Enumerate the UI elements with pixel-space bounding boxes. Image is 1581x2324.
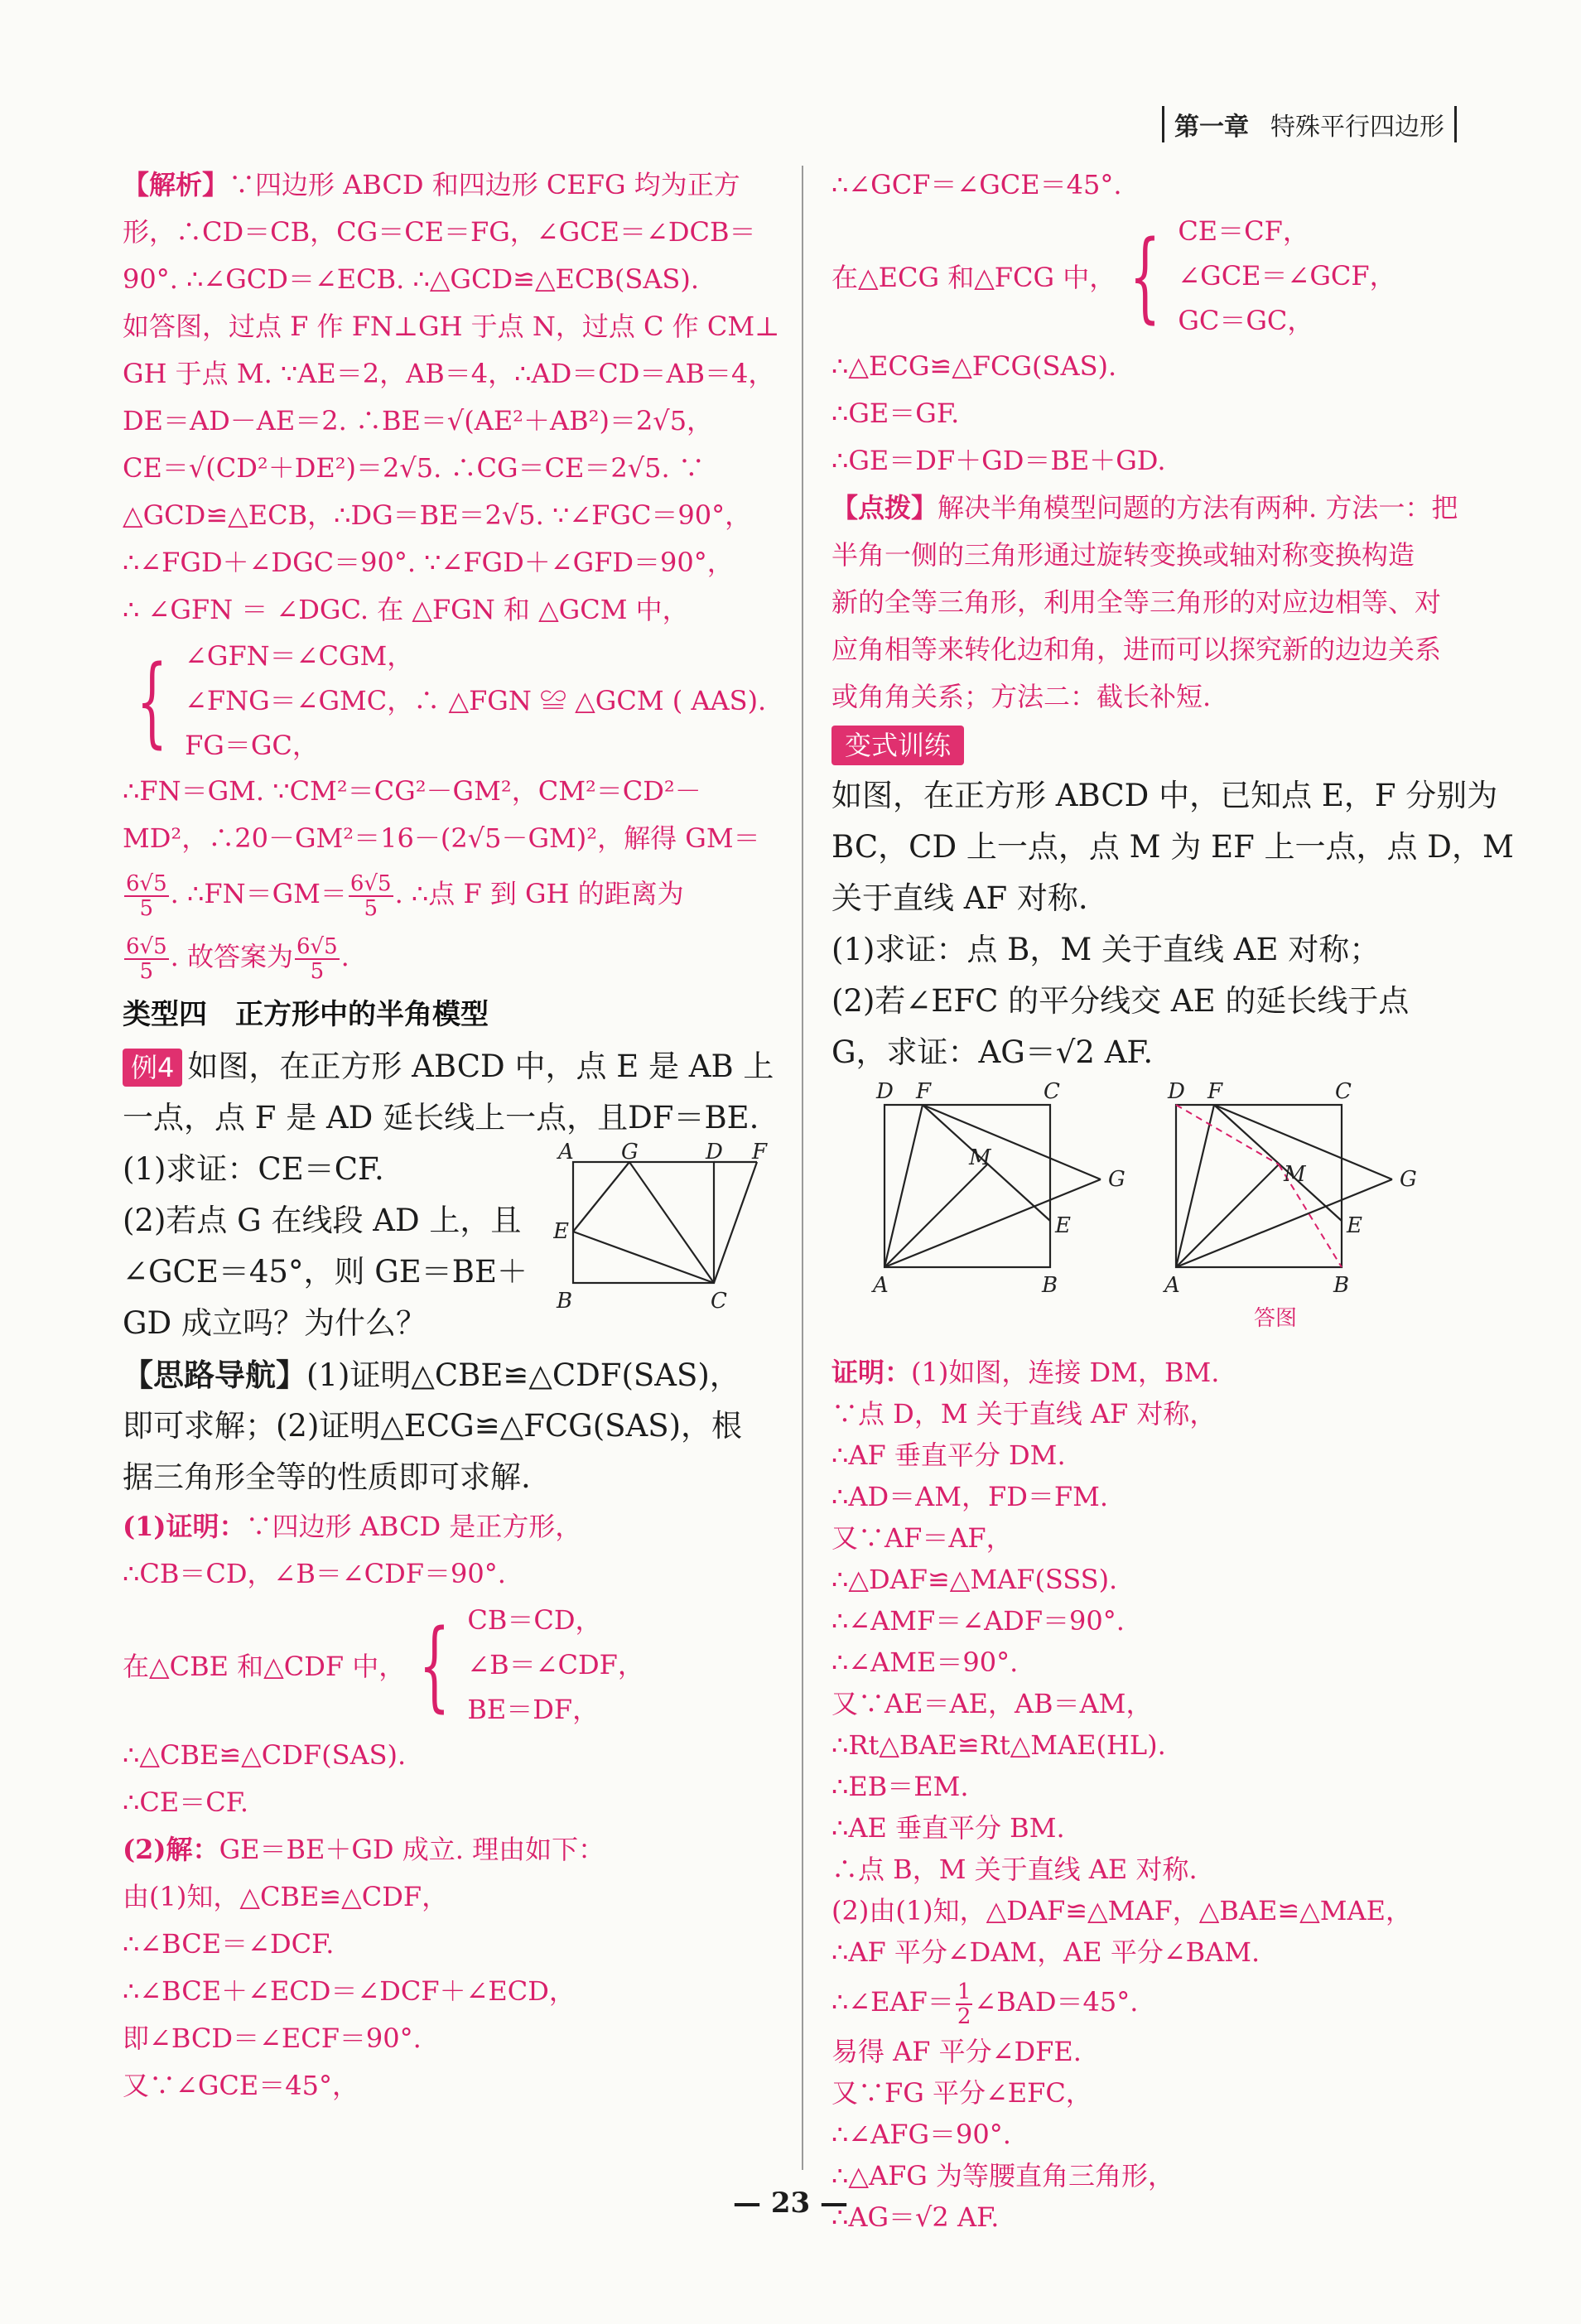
solve-line: ∴∠BCE＋∠ECD＝∠DCF＋∠ECD， bbox=[123, 1975, 576, 2007]
equation-system: 在△CBE 和△CDF 中， { CB＝CD， ∠B＝∠CDF， BE＝DF， bbox=[123, 1598, 777, 1732]
tip-line: 半角一侧的三角形通过旋转变换或轴对称变换构造 bbox=[831, 539, 1415, 571]
tip-line: 新的全等三角形，利用全等三角形的对应边相等、对 bbox=[831, 586, 1442, 618]
proof-line: ∴△AFG 为等腰直角三角形， bbox=[831, 2160, 1175, 2191]
solve-head: (2)解： bbox=[123, 1834, 219, 1865]
proof-line: ∴AF 平分∠DAM，AE 平分∠BAM. bbox=[831, 1936, 1260, 1968]
proof-line: ∴CB＝CD，∠B＝∠CDF＝90°. bbox=[123, 1558, 506, 1589]
page-header bbox=[1162, 106, 1457, 142]
solve-line: 又∵∠GCE＝45°， bbox=[123, 2070, 359, 2101]
example-line: 如图，在正方形 ABCD 中，点 E 是 AB 上 bbox=[187, 1049, 774, 1084]
fraction: $\frac{6√5}{5}$ bbox=[296, 933, 338, 984]
proof-line: ∴∠AFG＝90°. bbox=[831, 2119, 1011, 2150]
fig-label: A bbox=[873, 1273, 889, 1298]
fraction: $\frac{6√5}{5}$ bbox=[126, 933, 167, 984]
system-line: ∠B＝∠CDF， bbox=[467, 1649, 644, 1680]
practice-line: (1)求证：点 B，M 关于直线 AE 对称； bbox=[831, 932, 1381, 967]
fig-label: B bbox=[557, 1289, 573, 1314]
continued-solution bbox=[831, 162, 1494, 721]
proof-line: 易得 AF 平分∠DFE. bbox=[831, 2036, 1082, 2067]
system-line: BE＝DF， bbox=[467, 1694, 600, 1725]
example-line: (2)若点 G 在线段 AD 上，且 bbox=[123, 1203, 522, 1238]
fraction: $\frac{1}{2}$ bbox=[957, 1979, 971, 2029]
fig-label: G bbox=[1108, 1167, 1125, 1192]
system-line: CE＝CF， bbox=[1178, 215, 1309, 247]
analysis-line: 90°. ∴∠GCD＝∠ECB. ∴△GCD≌△ECB(SAS). bbox=[123, 263, 700, 295]
think-tag: 【思路导航】 bbox=[123, 1357, 306, 1393]
proof-line: 又∵AE＝AE，AB＝AM， bbox=[831, 1688, 1153, 1719]
analysis-line: CE＝√(CD²＋DE²)＝2√5. ∴CG＝CE＝2√5. ∵ bbox=[123, 452, 705, 484]
proof-line: ∴CE＝CF. bbox=[123, 1786, 249, 1818]
tip-tag: 【点拨】 bbox=[831, 492, 938, 523]
left-column bbox=[123, 162, 780, 2109]
example-figure bbox=[553, 1140, 777, 1323]
fig-label: C bbox=[1335, 1079, 1352, 1104]
fig-label: B bbox=[1333, 1273, 1350, 1298]
proof-line: ∴∠EAF＝ $\frac{1}{2}$ ∠BAD＝45°. bbox=[831, 1979, 1139, 2029]
practice-line: 关于直线 AF 对称. bbox=[831, 880, 1088, 916]
proof-line: ∴∠AMF＝∠ADF＝90°. bbox=[831, 1605, 1125, 1637]
proof-head: (1)证明： bbox=[123, 1511, 246, 1542]
practice-block bbox=[831, 770, 1514, 1078]
system-line: ∠GCE＝∠GCF， bbox=[1178, 260, 1396, 292]
proof-line: ∴AF 垂直平分 DM. bbox=[831, 1439, 1066, 1471]
analysis-line: GH 于点 M. ∵AE＝2，AB＝4，∴AD＝CD＝AB＝4， bbox=[123, 358, 775, 389]
practice-figure bbox=[831, 1078, 1138, 1319]
fraction: $\frac{6√5}{5}$ bbox=[126, 870, 167, 921]
proof-line: 又∵AF＝AF， bbox=[831, 1522, 1013, 1554]
system-prefix: 在△ECG 和△FCG 中， bbox=[831, 262, 1116, 293]
proof-line: ∴点 B，M 关于直线 AE 对称. bbox=[831, 1854, 1198, 1885]
example-tag: 例4 bbox=[123, 1049, 182, 1087]
analysis-line: ∴ ∠GFN ＝ ∠DGC. 在 △FGN 和 △GCM 中， bbox=[123, 594, 689, 625]
analysis-line: ∴FN＝GM. ∵CM²＝CG²－GM²，CM²＝CD²－ bbox=[123, 775, 701, 807]
fig-label: G bbox=[621, 1140, 639, 1164]
solution-block bbox=[123, 1503, 777, 2109]
analysis-line: △GCD≌△ECB，∴DG＝BE＝2√5. ∵∠FGC＝90°， bbox=[123, 499, 752, 531]
practice-line: 如图，在正方形 ABCD 中，已知点 E，F 分别为 bbox=[831, 778, 1498, 813]
fig-label: D bbox=[1168, 1079, 1185, 1104]
system-line: ∠FNG＝∠GMC，∴ △FGN ≌ △GCM ( AAS). bbox=[185, 685, 767, 716]
practice-tag: 变式训练 bbox=[831, 726, 964, 765]
fig-label: G bbox=[1400, 1167, 1417, 1192]
fig-label: M bbox=[969, 1145, 991, 1170]
proof-line: ∴AG＝√2 AF. bbox=[831, 2201, 1000, 2233]
tip-line: 应角相等来转化边和角，进而可以探究新的边边关系 bbox=[831, 634, 1442, 665]
proof-line: (2)由(1)知，△DAF≌△MAF，△BAE≌△MAE， bbox=[831, 1895, 1412, 1926]
example-line: 一点，点 F 是 AD 延长线上一点，且DF＝BE. bbox=[123, 1100, 759, 1135]
solve-line: 由(1)知，△CBE≌△CDF， bbox=[123, 1881, 449, 1912]
fig-label: B bbox=[1042, 1273, 1058, 1298]
example-line: (1)求证：CE＝CF. bbox=[123, 1151, 384, 1187]
analysis-line: ∵四边形 ABCD 和四边形 CEFG 均为正方 bbox=[229, 169, 740, 200]
fig-label: C bbox=[1044, 1079, 1060, 1104]
solve-line: ∴∠GCF＝∠GCE＝45°. bbox=[831, 169, 1122, 200]
solve-line: ∴∠BCE＝∠DCF. bbox=[123, 1928, 335, 1960]
practice-line: BC，CD 上一点，点 M 为 EF 上一点，点 D，M bbox=[831, 829, 1514, 865]
chapter-title: 特殊平行四边形 bbox=[1270, 113, 1444, 142]
analysis-line: MD²，∴20－GM²＝16－(2√5－GM)²，解得 GM＝ bbox=[123, 822, 760, 854]
analysis-block bbox=[123, 162, 780, 988]
proof-line: 又∵FG 平分∠EFC， bbox=[831, 2077, 1092, 2109]
right-column bbox=[831, 162, 1514, 2238]
think-line: (1)证明△CBE≌△CDF(SAS)， bbox=[306, 1357, 740, 1393]
fig-label: F bbox=[916, 1079, 932, 1104]
figures-row bbox=[831, 1078, 1494, 1352]
fig-label: E bbox=[1347, 1213, 1362, 1238]
proof-line: ∴△CBE≌△CDF(SAS). bbox=[123, 1739, 407, 1771]
analysis-line: 形，∴CD＝CB，CG＝CE＝FG，∠GCE＝∠DCB＝ bbox=[123, 216, 756, 248]
equation-system: 在△ECG 和△FCG 中， { CE＝CF， ∠GCE＝∠GCF， GC＝GC， bbox=[831, 209, 1494, 343]
proof-line: ∵四边形 ABCD 是正方形， bbox=[245, 1511, 582, 1542]
fig-label: C bbox=[711, 1289, 727, 1314]
fig-label: D bbox=[876, 1079, 894, 1104]
solve-line: ∴GE＝GF. bbox=[831, 398, 960, 429]
fig-label: M bbox=[1284, 1162, 1306, 1187]
example-line: GD 成立吗？为什么？ bbox=[123, 1305, 427, 1341]
practice-proof bbox=[831, 1352, 1494, 2238]
fig-label: E bbox=[553, 1219, 569, 1244]
solve-line: GE＝BE＋GD 成立. 理由如下： bbox=[219, 1834, 605, 1865]
analysis-line: DE＝AD－AE＝2. ∴BE＝√(AE²＋AB²)＝2√5， bbox=[123, 405, 714, 436]
fig-label: E bbox=[1055, 1213, 1071, 1238]
proof-line: ∴EB＝EM. bbox=[831, 1771, 969, 1802]
column-divider bbox=[802, 166, 803, 2170]
section-title: 类型四 正方形中的半角模型 bbox=[123, 998, 489, 1031]
page-number: — 23 — bbox=[732, 2187, 848, 2220]
system-line: ∠GFN＝∠CGM， bbox=[185, 640, 414, 672]
solve-line: 即∠BCD＝∠ECF＝90°. bbox=[123, 2023, 422, 2054]
proof-line: ∵点 D，M 关于直线 AF 对称， bbox=[831, 1398, 1217, 1430]
example-line: ∠GCE＝45°，则 GE＝BE＋ bbox=[123, 1254, 528, 1290]
system-line: CB＝CD， bbox=[467, 1604, 602, 1636]
answer-figure bbox=[1163, 1078, 1469, 1343]
proof-line: ∴AE 垂直平分 BM. bbox=[831, 1812, 1065, 1844]
fig-label: A bbox=[558, 1140, 574, 1164]
chapter-label: 第一章 bbox=[1174, 113, 1249, 142]
proof-line: ∴∠AME＝90°. bbox=[831, 1647, 1019, 1678]
think-line: 据三角形全等的性质即可求解. bbox=[123, 1459, 531, 1495]
think-line: 即可求解；(2)证明△ECG≌△FCG(SAS)，根 bbox=[123, 1408, 743, 1444]
figure-caption: 答图 bbox=[1254, 1306, 1298, 1331]
practice-line: (2)若∠EFC 的平分线交 AE 的延长线于点 bbox=[831, 983, 1410, 1019]
fig-label: F bbox=[752, 1140, 768, 1164]
system-line: FG＝GC， bbox=[185, 730, 319, 761]
proof-line: ∴△DAF≌△MAF(SSS). bbox=[831, 1564, 1118, 1595]
analysis-line: ∴∠FGD＋∠DGC＝90°. ∵∠FGD＋∠GFD＝90°， bbox=[123, 547, 734, 578]
example-block bbox=[123, 1041, 777, 1503]
proof-line: ∴Rt△BAE≌Rt△MAE(HL). bbox=[831, 1729, 1166, 1761]
fig-label: F bbox=[1207, 1079, 1223, 1104]
solve-line: ∴△ECG≌△FCG(SAS). bbox=[831, 350, 1117, 382]
tip-line: 解决半角模型问题的方法有两种. 方法一：把 bbox=[938, 492, 1458, 523]
solve-line: ∴GE＝DF＋GD＝BE＋GD. bbox=[831, 445, 1166, 476]
proof-head: 证明： bbox=[831, 1357, 912, 1388]
analysis-line: $\frac{6√5}{5}$ . ∴FN＝GM＝ $\frac{6√5}{5}$ . ∴点 F 到 GH 的距离为 bbox=[126, 870, 684, 921]
system-line: GC＝GC， bbox=[1178, 305, 1314, 336]
fig-label: D bbox=[706, 1140, 723, 1164]
proof-line: (1)如图，连接 DM，BM. bbox=[911, 1357, 1220, 1388]
system-prefix: 在△CBE 和△CDF 中， bbox=[123, 1651, 406, 1682]
analysis-line: 如答图，过点 F 作 FN⊥GH 于点 N，过点 C 作 CM⊥ bbox=[123, 311, 780, 342]
equation-system: { ∠GFN＝∠CGM， ∠FNG＝∠GMC，∴ △FGN ≌ △GCM ( AAS). FG＝GC， bbox=[123, 634, 777, 768]
fig-label: A bbox=[1164, 1273, 1180, 1298]
answer-line: $\frac{6√5}{5}$ . 故答案为 $\frac{6√5}{5}$ . bbox=[126, 933, 349, 984]
fraction: $\frac{6√5}{5}$ bbox=[349, 870, 392, 921]
proof-line: ∴AD＝AM，FD＝FM. bbox=[831, 1481, 1109, 1512]
analysis-tag: 【解析】 bbox=[123, 169, 229, 200]
tip-line: 或角角关系；方法二：截长补短. bbox=[831, 681, 1212, 712]
practice-line: G，求证：AG＝√2 AF. bbox=[831, 1034, 1154, 1070]
